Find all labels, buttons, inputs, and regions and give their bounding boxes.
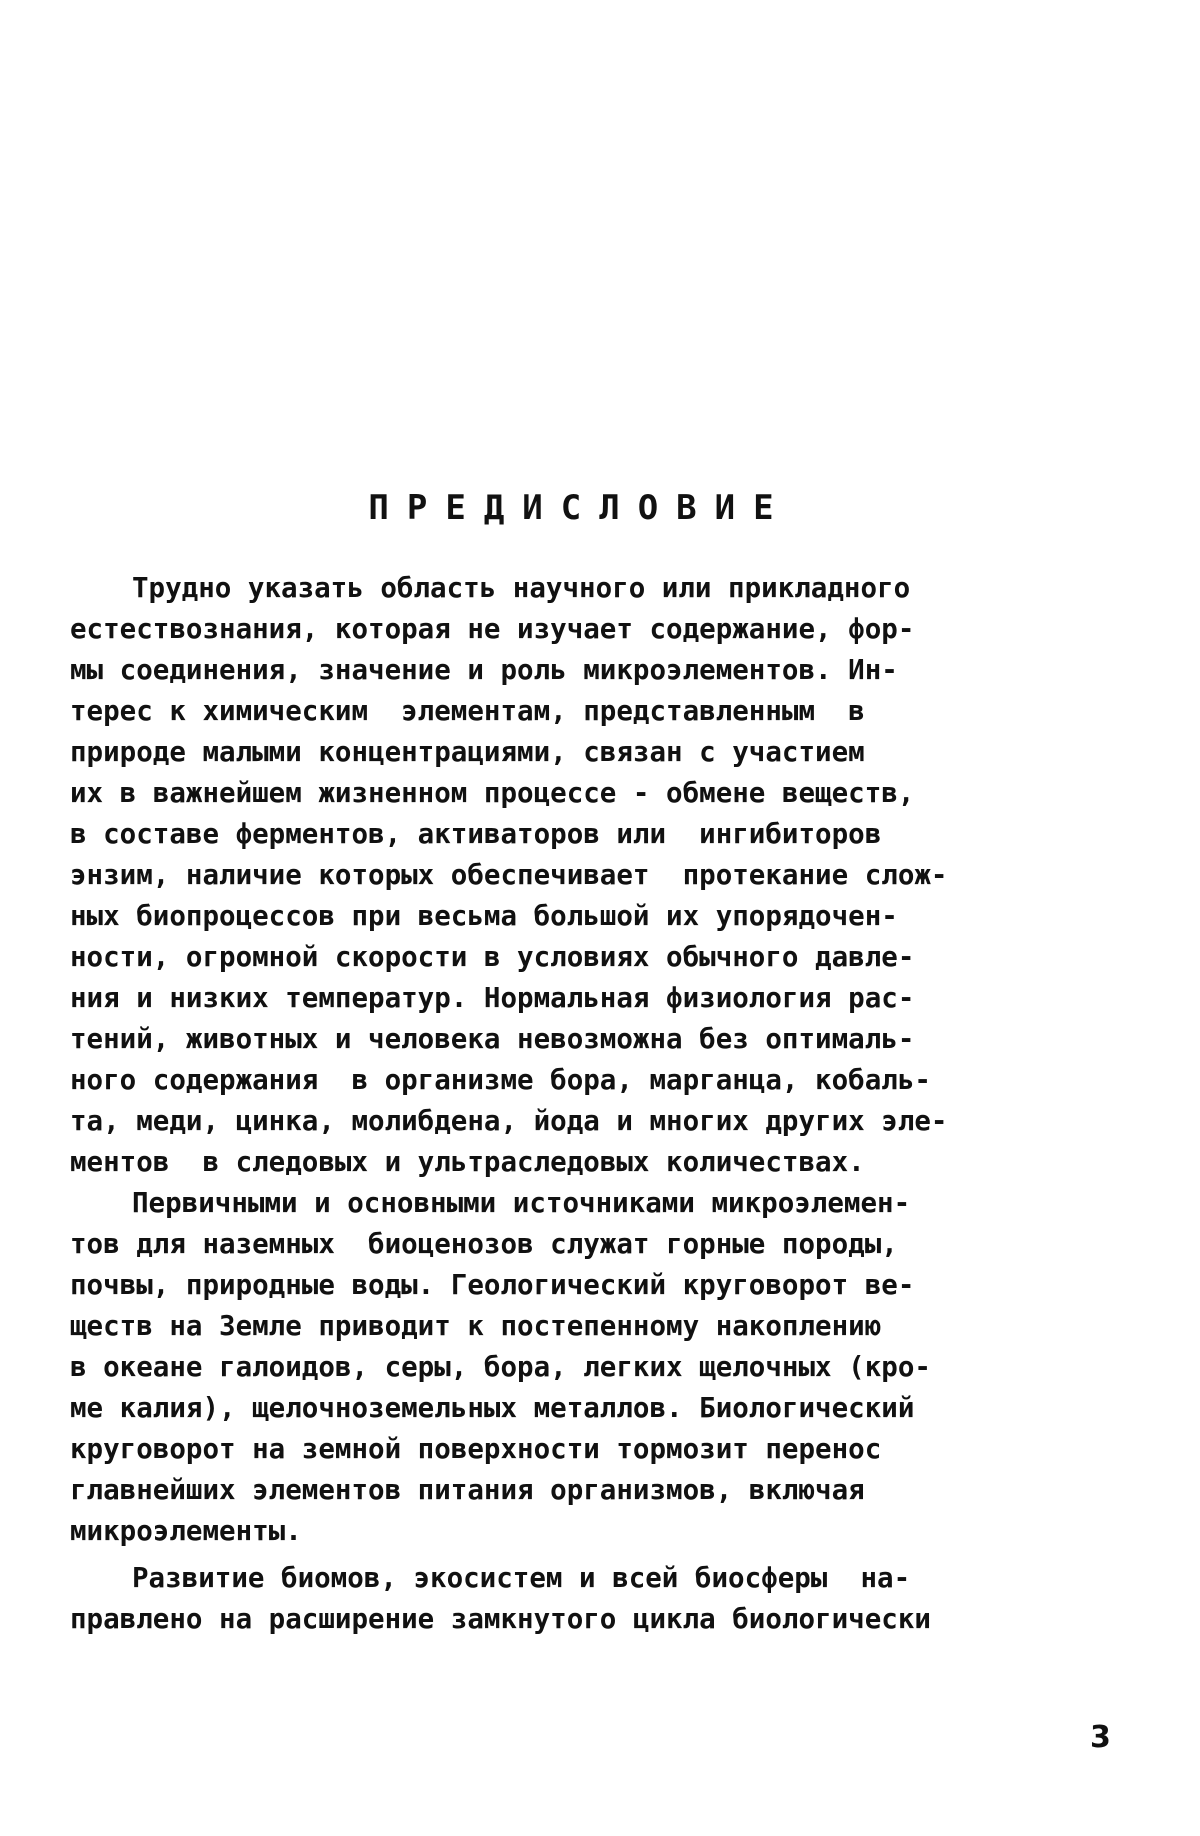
text-line: та, меди, цинка, молибдена, йода и многих других эле- [70,1105,948,1137]
text-line: круговорот на земной поверхности тормозит перенос [70,1433,882,1465]
paragraph-1 [70,568,1160,1183]
text-line: Первичными и основными источниками микроэлемен- [132,1187,911,1219]
paragraph-2 [70,1183,1160,1552]
body-text [70,568,1160,1640]
page-number: 3 [1090,1720,1111,1755]
text-line: в составе ферментов, активаторов или ингибиторов [70,818,882,850]
text-line: ных биопроцессов при весьма большой их упорядочен- [70,900,898,932]
text-line: микроэлементы. [70,1515,302,1547]
text-line: Трудно указать область научного или прикладного [132,572,911,604]
text-line: природе малыми концентрациями, связан с участием [70,736,865,768]
text-line: ности, огромной скорости в условиях обычного давле- [70,941,915,973]
page-title: ПРЕДИСЛОВИЕ [368,488,792,528]
text-line: правлено на расширение замкнутого цикла биологически [70,1603,931,1635]
text-line: тов для наземных биоценозов служат горные породы, [70,1228,898,1260]
text-line: естествознания, которая не изучает содержание, фор- [70,613,915,645]
text-line: их в важнейшем жизненном процессе - обмене веществ, [70,777,915,809]
text-line: почвы, природные воды. Геологический круговорот ве- [70,1269,915,1301]
text-line: ме калия), щелочноземельных металлов. Биологический [70,1392,915,1424]
text-line: ния и низких температур. Нормальная физиология рас- [70,982,915,1014]
text-line: в океане галоидов, серы, бора, легких щелочных (кро- [70,1351,931,1383]
text-line: ментов в следовых и ультраследовых количествах. [70,1146,865,1178]
text-line: главнейших элементов питания организмов, включая [70,1474,865,1506]
text-line: энзим, наличие которых обеспечивает протекание слож- [70,859,948,891]
text-line: ного содержания в организме бора, марганца, кобаль- [70,1064,931,1096]
text-line: терес к химическим элементам, представленным в [70,695,865,727]
text-line: Развитие биомов, экосистем и всей биосферы на- [132,1562,911,1594]
text-line: ществ на Земле приводит к постепенному накоплению [70,1310,882,1342]
paragraph-3 [70,1558,1160,1640]
text-line: тений, животных и человека невозможна без оптималь- [70,1023,915,1055]
text-line: мы соединения, значение и роль микроэлементов. Ин- [70,654,898,686]
